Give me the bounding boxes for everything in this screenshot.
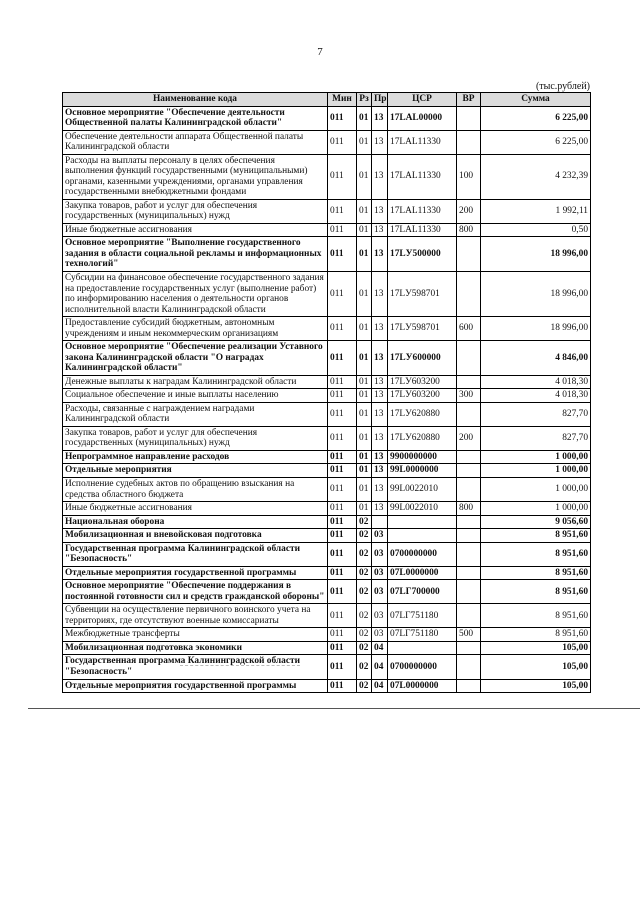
cell-pr: 13	[372, 341, 388, 376]
budget-table	[62, 92, 591, 693]
cell-pr: 13	[372, 237, 388, 272]
cell-csr: 17LAL11330	[388, 130, 457, 154]
cell-name: Мобилизационная подготовка экономики	[63, 641, 328, 655]
cell-rz: 01	[357, 223, 372, 237]
cell-rz: 02	[357, 580, 372, 604]
cell-vr	[457, 679, 481, 693]
cell-name: Иные бюджетные ассигнования	[63, 223, 328, 237]
cell-sum: 8 951,60	[481, 604, 591, 628]
cell-name: Денежные выплаты к наградам Калининградской области	[63, 375, 328, 389]
cell-rz: 01	[357, 106, 372, 130]
header-vr: ВР	[457, 93, 481, 107]
cell-vr	[457, 641, 481, 655]
cell-sum: 1 000,00	[481, 464, 591, 478]
cell-csr: 9900000000	[388, 450, 457, 464]
cell-csr: 0700000000	[388, 655, 457, 679]
cell-rz: 01	[357, 478, 372, 502]
cell-min: 011	[328, 317, 357, 341]
cell-name: Отдельные мероприятия государственной программы	[63, 566, 328, 580]
cell-min: 011	[328, 199, 357, 223]
cell-pr: 03	[372, 580, 388, 604]
table-row	[63, 426, 591, 450]
cell-rz: 01	[357, 237, 372, 272]
cell-sum: 105,00	[481, 655, 591, 679]
cell-sum: 105,00	[481, 641, 591, 655]
cell-rz: 01	[357, 402, 372, 426]
cell-csr	[388, 515, 457, 529]
cell-min: 011	[328, 604, 357, 628]
table-row	[63, 478, 591, 502]
cell-csr: 99L0022010	[388, 502, 457, 516]
cell-vr	[457, 478, 481, 502]
cell-csr: 17LУ603200	[388, 375, 457, 389]
cell-vr	[457, 341, 481, 376]
cell-min: 011	[328, 402, 357, 426]
cell-name: Исполнение судебных актов по обращению взыскания на средства областного бюджета	[63, 478, 328, 502]
cell-csr: 17LAL11330	[388, 223, 457, 237]
cell-rz: 01	[357, 199, 372, 223]
cell-min: 011	[328, 154, 357, 199]
cell-sum: 18 996,00	[481, 237, 591, 272]
cell-pr: 03	[372, 542, 388, 566]
cell-csr: 17LУ598701	[388, 271, 457, 316]
cell-name: Закупка товаров, работ и услуг для обеспечения государственных (муниципальных) нужд	[63, 426, 328, 450]
cell-rz: 01	[357, 389, 372, 403]
header-min: Мин	[328, 93, 357, 107]
cell-csr: 17LAL11330	[388, 154, 457, 199]
cell-pr: 03	[372, 628, 388, 642]
table-row	[63, 199, 591, 223]
table-body	[63, 106, 591, 693]
cell-rz: 02	[357, 529, 372, 543]
cell-pr: 13	[372, 223, 388, 237]
cell-name: Субвенции на осуществление первичного воинского учета на территориях, где отсутствуют военные комиссариаты	[63, 604, 328, 628]
table-row	[63, 154, 591, 199]
cell-min: 011	[328, 641, 357, 655]
cell-csr: 07L0000000	[388, 679, 457, 693]
cell-sum: 1 000,00	[481, 478, 591, 502]
cell-vr	[457, 655, 481, 679]
cell-vr: 200	[457, 426, 481, 450]
cell-pr: 03	[372, 529, 388, 543]
cell-name: Непрограммное направление расходов	[63, 450, 328, 464]
cell-rz: 02	[357, 641, 372, 655]
cell-name: Мобилизационная и вневойсковая подготовка	[63, 529, 328, 543]
cell-vr: 500	[457, 628, 481, 642]
cell-rz: 01	[357, 271, 372, 316]
cell-csr: 07LГ751180	[388, 604, 457, 628]
cell-pr: 13	[372, 154, 388, 199]
cell-csr: 17LУ600000	[388, 341, 457, 376]
cell-sum: 8 951,60	[481, 529, 591, 543]
cell-rz: 01	[357, 450, 372, 464]
cell-csr: 07LГ751180	[388, 628, 457, 642]
cell-min: 011	[328, 655, 357, 679]
cell-rz: 02	[357, 604, 372, 628]
cell-csr: 17LУ603200	[388, 389, 457, 403]
table-row	[63, 130, 591, 154]
cell-csr: 17LУ598701	[388, 317, 457, 341]
table-row	[63, 515, 591, 529]
cell-name: Расходы, связанные с награждением наградами Калининградской области	[63, 402, 328, 426]
cell-sum: 4 018,30	[481, 389, 591, 403]
table-row	[63, 402, 591, 426]
table-row	[63, 389, 591, 403]
table-row	[63, 317, 591, 341]
cell-pr: 03	[372, 604, 388, 628]
cell-csr: 17LУ620880	[388, 426, 457, 450]
cell-csr: 17LУ500000	[388, 237, 457, 272]
cell-name: Обеспечение деятельности аппарата Общественной палаты Калининградской области	[63, 130, 328, 154]
cell-vr	[457, 529, 481, 543]
page-number: 7	[317, 46, 323, 58]
cell-rz: 02	[357, 542, 372, 566]
cell-csr: 07LГ700000	[388, 580, 457, 604]
cell-pr: 13	[372, 478, 388, 502]
cell-name: Основное мероприятие "Обеспечение реализации Уставного закона Калининградской области "О наградах Калининградской области"	[63, 341, 328, 376]
cell-sum: 8 951,60	[481, 566, 591, 580]
table-row	[63, 450, 591, 464]
cell-sum: 827,70	[481, 402, 591, 426]
cell-pr	[372, 515, 388, 529]
cell-name: Расходы на выплаты персоналу в целях обеспечения выполнения функций государственными (муниципальными) органами, казенными учреждениями, органами управления государственными внебюджетными фондами	[63, 154, 328, 199]
cell-min: 011	[328, 130, 357, 154]
cell-pr: 13	[372, 106, 388, 130]
cell-sum: 1 992,11	[481, 199, 591, 223]
cell-vr: 100	[457, 154, 481, 199]
header-csr: ЦСР	[388, 93, 457, 107]
table-row	[63, 529, 591, 543]
cell-pr: 04	[372, 655, 388, 679]
cell-vr: 600	[457, 317, 481, 341]
table-row	[63, 237, 591, 272]
cell-csr: 17LAL00000	[388, 106, 457, 130]
table-row	[63, 106, 591, 130]
cell-pr: 13	[372, 502, 388, 516]
cell-rz: 01	[357, 341, 372, 376]
cell-min: 011	[328, 223, 357, 237]
header-sum: Сумма	[481, 93, 591, 107]
cell-pr: 13	[372, 317, 388, 341]
cell-min: 011	[328, 679, 357, 693]
cell-min: 011	[328, 628, 357, 642]
cell-min: 011	[328, 341, 357, 376]
cell-sum: 4 846,00	[481, 341, 591, 376]
cell-vr	[457, 464, 481, 478]
cell-name: Предоставление субсидий бюджетным, автономным учреждениям и иным некоммерческим организациям	[63, 317, 328, 341]
cell-name: Межбюджетные трансферты	[63, 628, 328, 642]
cell-rz: 01	[357, 464, 372, 478]
cell-rz: 01	[357, 317, 372, 341]
cell-vr	[457, 604, 481, 628]
cell-sum: 18 996,00	[481, 271, 591, 316]
table-row	[63, 375, 591, 389]
cell-rz: 01	[357, 375, 372, 389]
cell-vr	[457, 450, 481, 464]
table-row	[63, 641, 591, 655]
table-row	[63, 580, 591, 604]
cell-pr: 04	[372, 641, 388, 655]
cell-pr: 13	[372, 389, 388, 403]
cell-sum: 8 951,60	[481, 542, 591, 566]
cell-sum: 827,70	[481, 426, 591, 450]
cell-pr: 03	[372, 566, 388, 580]
cell-rz: 01	[357, 426, 372, 450]
cell-vr	[457, 580, 481, 604]
table-row	[63, 679, 591, 693]
cell-name: Социальное обеспечение и иные выплаты населению	[63, 389, 328, 403]
cell-csr	[388, 529, 457, 543]
cell-sum: 8 951,60	[481, 628, 591, 642]
cell-name: Национальная оборона	[63, 515, 328, 529]
units-label: (тыс.рублей)	[535, 81, 590, 92]
cell-vr	[457, 515, 481, 529]
cell-sum: 6 225,00	[481, 130, 591, 154]
cell-min: 011	[328, 426, 357, 450]
cell-name: Отдельные мероприятия	[63, 464, 328, 478]
cell-min: 011	[328, 502, 357, 516]
cell-rz: 02	[357, 628, 372, 642]
cell-pr: 13	[372, 464, 388, 478]
cell-min: 011	[328, 566, 357, 580]
cell-vr: 800	[457, 502, 481, 516]
cell-min: 011	[328, 450, 357, 464]
cell-min: 011	[328, 106, 357, 130]
cell-csr: 07L0000000	[388, 566, 457, 580]
cell-name: Государственная программа Калининградской области "Безопасность"	[63, 542, 328, 566]
cell-sum: 4 232,39	[481, 154, 591, 199]
cell-min: 011	[328, 375, 357, 389]
header-name: Наименование кода	[63, 93, 328, 107]
cell-pr: 13	[372, 402, 388, 426]
cell-pr: 04	[372, 679, 388, 693]
cell-name: Субсидии на финансовое обеспечение государственного задания на предоставление государственных услуг (выполнение работ) по информированию населения о деятельности органов исполнительной власти Калининградской области	[63, 271, 328, 316]
cell-pr: 13	[372, 130, 388, 154]
table-row	[63, 502, 591, 516]
cell-min: 011	[328, 542, 357, 566]
cell-min: 011	[328, 529, 357, 543]
table-row	[63, 655, 591, 679]
cell-min: 011	[328, 515, 357, 529]
cell-sum: 18 996,00	[481, 317, 591, 341]
cell-min: 011	[328, 478, 357, 502]
cell-csr	[388, 641, 457, 655]
cell-rz: 01	[357, 502, 372, 516]
scan-artifact-dash	[180, 665, 300, 666]
cell-min: 011	[328, 580, 357, 604]
scan-artifact-line	[28, 708, 640, 709]
cell-sum: 1 000,00	[481, 450, 591, 464]
cell-sum: 6 225,00	[481, 106, 591, 130]
cell-pr: 13	[372, 426, 388, 450]
table-row	[63, 566, 591, 580]
cell-pr: 13	[372, 450, 388, 464]
cell-rz: 02	[357, 566, 372, 580]
cell-vr	[457, 130, 481, 154]
cell-name: Иные бюджетные ассигнования	[63, 502, 328, 516]
cell-csr: 99L0000000	[388, 464, 457, 478]
cell-min: 011	[328, 464, 357, 478]
cell-name: Государственная программа Калининградской области "Безопасность"	[63, 655, 328, 679]
cell-pr: 13	[372, 199, 388, 223]
table-row	[63, 542, 591, 566]
cell-vr	[457, 237, 481, 272]
cell-csr: 17LУ620880	[388, 402, 457, 426]
cell-sum: 9 056,60	[481, 515, 591, 529]
cell-vr: 200	[457, 199, 481, 223]
cell-vr	[457, 271, 481, 316]
cell-vr	[457, 402, 481, 426]
cell-csr: 99L0022010	[388, 478, 457, 502]
cell-name: Отдельные мероприятия государственной программы	[63, 679, 328, 693]
cell-rz: 02	[357, 655, 372, 679]
table-header-row	[63, 93, 591, 107]
cell-name: Основное мероприятие "Обеспечение деятельности Общественной палаты Калининградской области"	[63, 106, 328, 130]
cell-rz: 01	[357, 130, 372, 154]
cell-min: 011	[328, 271, 357, 316]
cell-vr: 800	[457, 223, 481, 237]
table-row	[63, 604, 591, 628]
table-row	[63, 223, 591, 237]
table-row	[63, 271, 591, 316]
cell-rz: 01	[357, 154, 372, 199]
cell-sum: 105,00	[481, 679, 591, 693]
cell-name: Основное мероприятие "Выполнение государственного задания в области социальной рекламы и информационных технологий"	[63, 237, 328, 272]
cell-min: 011	[328, 389, 357, 403]
cell-vr	[457, 106, 481, 130]
table-row	[63, 464, 591, 478]
header-pr: Пр	[372, 93, 388, 107]
cell-pr: 13	[372, 271, 388, 316]
cell-vr	[457, 542, 481, 566]
cell-pr: 13	[372, 375, 388, 389]
cell-name: Основное мероприятие "Обеспечение поддержания в постоянной готовности сил и средств гражданской обороны"	[63, 580, 328, 604]
cell-csr: 0700000000	[388, 542, 457, 566]
table-row	[63, 628, 591, 642]
table-row	[63, 341, 591, 376]
cell-rz: 02	[357, 515, 372, 529]
cell-rz: 02	[357, 679, 372, 693]
cell-sum: 1 000,00	[481, 502, 591, 516]
cell-csr: 17LAL11330	[388, 199, 457, 223]
cell-vr: 300	[457, 389, 481, 403]
cell-sum: 8 951,60	[481, 580, 591, 604]
cell-vr	[457, 566, 481, 580]
cell-sum: 4 018,30	[481, 375, 591, 389]
cell-name: Закупка товаров, работ и услуг для обеспечения государственных (муниципальных) нужд	[63, 199, 328, 223]
header-rz: Рз	[357, 93, 372, 107]
cell-vr	[457, 375, 481, 389]
cell-sum: 0,50	[481, 223, 591, 237]
cell-min: 011	[328, 237, 357, 272]
